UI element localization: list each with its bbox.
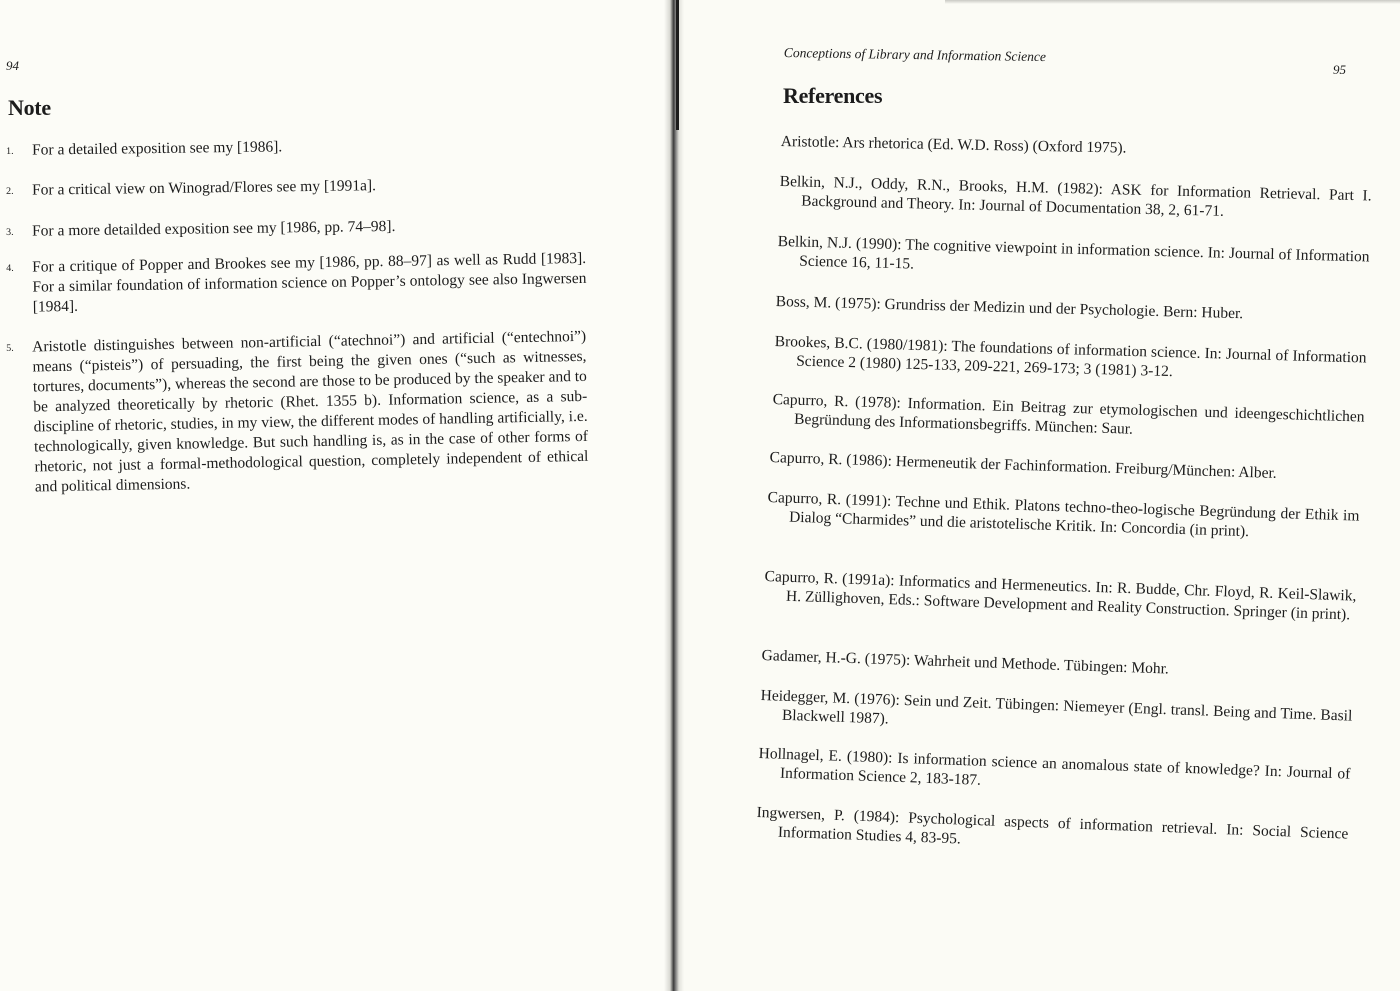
note-item [6, 249, 587, 318]
note-number: 1. [6, 145, 14, 157]
note-number: 4. [6, 262, 14, 274]
note-item [6, 214, 586, 242]
book-gutter [664, 0, 684, 991]
page-number: 94 [6, 58, 19, 73]
reference-item: Ingwersen, P. (1984): Psychological aspects of information retrieval. In: Social Science Information Studies 4, 83-95. [756, 803, 1349, 848]
note-text: For a critical view on Winograd/Flores see my [1991a]. [32, 177, 377, 199]
note-number: 2. [6, 185, 14, 197]
references-heading: References [783, 83, 883, 108]
left-page [0, 0, 670, 991]
note-text: For a more detailded exposition see my [1986, pp. 74–98]. [32, 217, 396, 240]
reference-item: Capurro, R. (1991): Techne und Ethik. Platons techno-theo-logische Begründung der Ethik im Dialog “Charmides” und die aristotelische Kritik. In: Concordia (in print). [767, 488, 1360, 541]
note-number: 5. [6, 342, 14, 354]
reference-item: Belkin, N.J., Oddy, R.N., Brooks, H.M. (1982): ASK for Information Retrieval. Part I. Background and Theory. In: Journal of Documentation 38, 2, 61-71. [779, 172, 1372, 220]
reference-item: Brookes, B.C. (1980/1981): The foundations of information science. In: Journal of Information Science 2 (1980) 125-133, 209-221, 269-173; 3 (1981) 3-12. [774, 332, 1367, 381]
note-item [6, 133, 586, 161]
reference-item: Gadamer, H.-G. (1975): Wahrheit und Methode. Tübingen: Mohr. [761, 646, 1170, 678]
reference-item: Capurro, R. (1986): Hermeneutik der Fachinformation. Freiburg/München: Alber. [769, 448, 1277, 482]
reference-item: Hollnagel, E. (1980): Is information science an anomalous state of knowledge? In: Journal of Information Science 2, 183-187. [758, 744, 1351, 789]
note-text: Aristotle distinguishes between non-artificial (“atechnoi”) and artificial (“entechnoi”) means (“pisteis”) of persuading, the first being the given ones (“such as witnesses, tortures, documents”), whereas the second are those to be produced by the speaker and to be analyzed theoretically by rhetoric (Rhet. 1355 b). Information science, as a sub-discipline of rhetoric, studies, in my view, the different modes of handling artificially, i.e. technologically, given knowledge. But such handling is, as in the case of other forms of rhetoric, not just a formal-methodological question, completely independent of ethical and political dimensions. [32, 327, 589, 496]
reference-item: Boss, M. (1975): Grundriss der Medizin und der Psychologie. Bern: Huber. [775, 292, 1244, 323]
notes-heading: Note [8, 95, 51, 120]
page-edge-shadow [945, 0, 1400, 4]
reference-item: Aristotle: Ars rhetorica (Ed. W.D. Ross) (Oxford 1975). [780, 132, 1127, 157]
reference-item: Heidegger, M. (1976): Sein und Zeit. Tübingen: Niemeyer (Engl. transl. Being and Time. Basil Blackwell 1987). [760, 686, 1353, 728]
note-number: 3. [6, 226, 14, 238]
gutter-edge [676, 0, 679, 130]
page-number: 95 [1333, 62, 1346, 77]
note-text: For a critique of Popper and Brookes see my [1986, pp. 88–97] as well as Rudd [1983]. For a similar foundation of information science on Popper’s ontology see also Ingwersen [1984]. [32, 249, 587, 316]
reference-item: Capurro, R. (1991a): Informatics and Hermeneutics. In: R. Budde, Chr. Floyd, R. Keil-Slawik, H. Züllighoven, Eds.: Software Development and Reality Construction. Springer (in print). [764, 567, 1357, 624]
reference-item: Belkin, N.J. (1990): The cognitive viewpoint in information science. In: Journal of Information Science 16, 11-15. [777, 232, 1370, 273]
note-item [6, 327, 589, 498]
note-item [6, 173, 586, 201]
running-head: Conceptions of Library and Information Science [783, 45, 1047, 65]
reference-item: Capurro, R. (1978): Information. Ein Beitrag zur etymologischen und ideengeschichtlichen Begründung des Informationsbegriffs. München: Saur. [772, 390, 1365, 438]
note-text: For a detailed exposition see my [1986]. [32, 138, 283, 159]
